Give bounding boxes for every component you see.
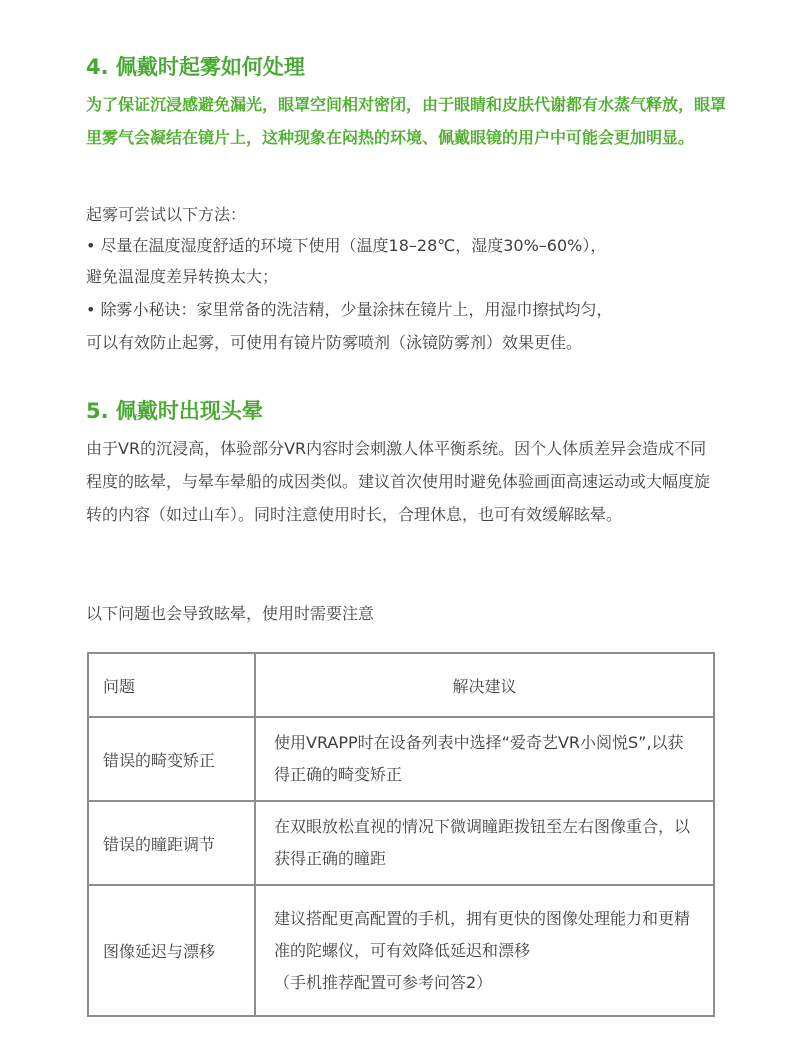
section-4-title: 4. 佩戴时起雾如何处理 <box>86 55 305 79</box>
table-row <box>88 717 714 801</box>
bullet-1-line-2: 避免温湿度差异转换太大； <box>86 267 279 286</box>
table-intro: 以下问题也会导致眩晕，使用时需要注意 <box>86 604 375 623</box>
solution-cell: 使用VRAPP时在设备列表中选择“爱奇艺VR小阅悦S”,以获得正确的畸变矫正 <box>255 717 714 801</box>
section-5-body: 由于VR的沉浸高，体验部分VR内容时会刺激人体平衡系统。因个人体质差异会造成不同程度的眩晕，与晕车晕船的成因类似。建议首次使用时避免体验画面高速运动或大幅度旋转的内容（如过山车）。同时注意使用时长，合理休息，也可有效缓解眩晕。 <box>86 439 711 524</box>
bullet-1-line-1: • 尽量在温度湿度舒适的环境下使用（温度18–28℃，湿度30%–60%）， <box>86 236 607 255</box>
table-header-row <box>88 653 714 717</box>
solution-cell <box>255 885 714 1016</box>
table-row <box>88 885 714 1016</box>
solution-cell: 在双眼放松直视的情况下微调瞳距拨钮至左右图像重合，以获得正确的瞳距 <box>255 801 714 885</box>
problem-cell: 错误的畸变矫正 <box>88 717 255 801</box>
section-4-intro: 起雾可尝试以下方法： <box>86 205 247 224</box>
table-header-solution: 解决建议 <box>255 653 714 717</box>
bullet-2-line-2: 可以有效防止起雾，可使用有镜片防雾喷剂（泳镜防雾剂）效果更佳。 <box>86 333 583 352</box>
solution-note: （手机推荐配置可参考问答2） <box>274 972 493 992</box>
table-row <box>88 801 714 885</box>
solution-text: 建议搭配更高配置的手机，拥有更快的图像处理能力和更精准的陀螺仪，可有效降低延迟和漂移 <box>274 908 691 960</box>
bullet-2-line-1: • 除雾小秘诀：家里常备的洗洁精，少量涂抹在镜片上，用湿巾擦拭均匀， <box>86 300 613 319</box>
section-5-title: 5. 佩戴时出现头晕 <box>86 399 263 423</box>
problem-cell: 错误的瞳距调节 <box>88 801 255 885</box>
section-4-highlight: 为了保证沉浸感避免漏光，眼罩空间相对密闭，由于眼睛和皮肤代谢都有水蒸气释放，眼罩里雾气会凝结在镜片上，这种现象在闷热的环境、佩戴眼镜的用户中可能会更加明显。 <box>86 95 727 147</box>
dizziness-table <box>87 652 715 1017</box>
table-header-problem: 问题 <box>88 653 255 717</box>
problem-cell: 图像延迟与漂移 <box>88 885 255 1016</box>
